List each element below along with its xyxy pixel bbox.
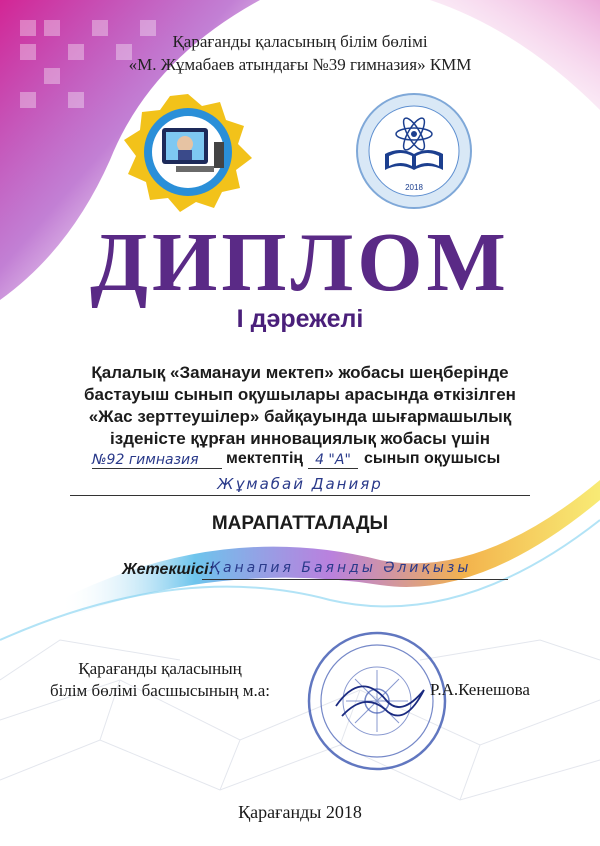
logo-year: 2018 (405, 183, 423, 192)
body-line-2: бастауыш сынып оқушылары арасында өткізілген (84, 385, 516, 404)
school-suffix: мектептің (226, 450, 304, 467)
award-text: МАРАПАТТАЛАДЫ (211, 513, 389, 534)
supervisor-label: Жетекшісі: (122, 561, 214, 578)
signatory-line-2: білім бөлімі басшысының м.а: (49, 681, 271, 700)
signatory-name: Р.А.Кенешова (430, 680, 530, 699)
school-handwritten: №92 гимназия (92, 452, 222, 469)
body-line-4: ізденісте құрған инновациялық жобасы үшін (110, 429, 490, 448)
official-stamp-icon (306, 630, 448, 772)
header-line-1: Қарағанды қаласының білім бөлімі (172, 32, 428, 51)
diploma-title: ДИПЛОМ (90, 216, 510, 309)
footer-city-year: Қарағанды 2018 (238, 802, 362, 822)
gymnasium-emblem-icon (118, 92, 258, 212)
book-atom-emblem-icon (355, 92, 473, 210)
student-name: Жұмабай Данияр (70, 475, 530, 496)
class-handwritten: 4 "А" (308, 452, 358, 469)
body-line-1: Қалалық «Заманауи мектеп» жобасы шеңберінде (91, 363, 509, 382)
school-class-line (92, 450, 512, 474)
body-line-3: «Жас зерттеушілер» байқауында шығармашылық (88, 407, 512, 426)
signatory-line-1: Қарағанды қаласының (78, 659, 242, 678)
supervisor-name: Қанапия Баянды Әлиқызы (202, 560, 508, 580)
header-line-2: «М. Жұмабаев атындағы №39 гимназия» КММ (128, 55, 472, 74)
diploma-degree: І дәрежелі (236, 305, 364, 333)
class-suffix: сынып оқушысы (364, 450, 501, 467)
